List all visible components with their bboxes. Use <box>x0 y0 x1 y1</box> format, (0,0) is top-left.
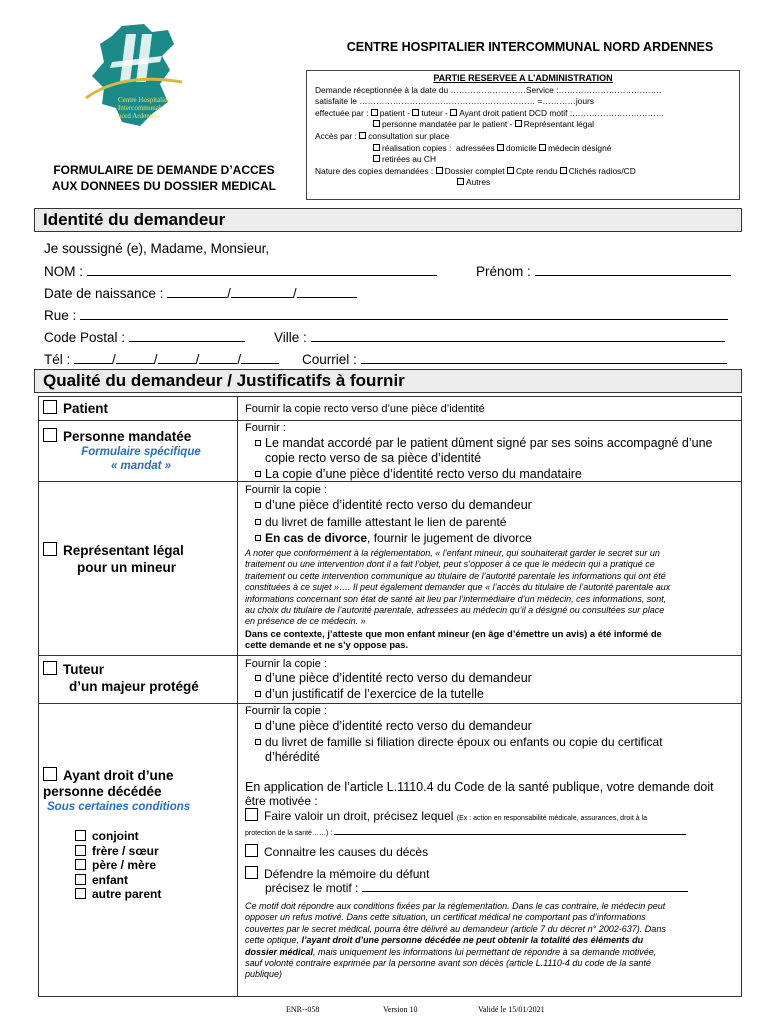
motif-droit-example-2: protection de la santé……) : <box>245 830 333 837</box>
logo-line-1: Centre Hospitalier <box>118 96 170 104</box>
admin-cb-medecin[interactable] <box>539 144 546 151</box>
tuteur-label-2: d’un majeur protégé <box>69 679 199 694</box>
admin-line-9 <box>315 177 739 189</box>
motif-droit-example: (Ex : action en responsabilité médicale, assurances, droit à la <box>456 815 648 822</box>
admin-tuteur: tuteur - <box>421 107 448 118</box>
nom-row <box>44 263 437 280</box>
admin-retirees: retirées au CH <box>382 154 436 165</box>
article-line-1: En application de l’article L.1110.4 du Code de la santé publique, votre demande doit <box>245 780 714 794</box>
minor-bullet-3 <box>255 531 532 545</box>
minor-attest-2: cette demande et ne s’y oppose pas. <box>245 639 409 651</box>
mandataire-sub-2: « mandat » <box>110 460 172 472</box>
birth-label: Date de naissance : <box>44 286 164 301</box>
ville-label: Ville : <box>274 330 307 345</box>
option-conjoint-label: conjoint <box>92 829 139 843</box>
birth-year-input[interactable] <box>297 285 357 298</box>
row-sep-4 <box>39 703 741 704</box>
option-pere-mere[interactable] <box>75 858 161 873</box>
tuteur-option[interactable] <box>43 661 104 677</box>
logo-line-2: Intercommunal <box>118 104 161 112</box>
logo-line-3: nord Ardennes <box>118 112 160 120</box>
admin-cliches: Clichés radios/CD <box>568 165 636 176</box>
admin-cb-dossier[interactable] <box>436 167 443 174</box>
admin-medecin: médecin désigné <box>548 142 612 153</box>
conjoint-checkbox[interactable] <box>75 830 86 841</box>
admin-line-7 <box>315 154 739 166</box>
identity-intro: Je soussigné (e), Madame, Monsieur, <box>44 241 270 256</box>
footnote-3: couvertes par le secret médical, pourra être délivré au demandeur (article 7 du décret n° 2002-637). Dans <box>245 923 666 934</box>
tuteur-bullet-2 <box>255 686 484 702</box>
tuteur-b2: d’un justificatif de l’exercice de la tutelle <box>265 687 484 701</box>
motif-causes[interactable] <box>245 844 428 859</box>
footnote-2: opposer un refus motivé. Dans cette situation, un certificat médical ne comportant pas d’informations <box>245 912 646 923</box>
mandataire-checkbox[interactable] <box>43 428 57 442</box>
admin-title: PARTIE RESERVEE A L’ADMINISTRATION <box>433 73 613 83</box>
minor-note <box>245 548 737 651</box>
bullet-icon <box>255 471 261 477</box>
admin-ayant-droit: Ayant droit patient DCD motif :…………………………… <box>459 107 665 118</box>
pere-mere-checkbox[interactable] <box>75 859 86 870</box>
courriel-input[interactable] <box>361 351 727 364</box>
minor-note-6: au choix du titulaire de l’autorité parentale, adressées au médecin qu’il a désigné ou consultées sur place <box>245 605 665 616</box>
option-autre-parent-label: autre parent <box>92 887 162 901</box>
admin-domicile: domicile <box>506 142 537 153</box>
patient-checkbox[interactable] <box>43 400 57 414</box>
admin-consultation: consultation sur place <box>368 130 450 141</box>
patient-label: Patient <box>63 401 109 416</box>
ayant-droit-footnote <box>245 901 737 981</box>
admin-line-4 <box>315 119 739 131</box>
ayant-droit-bullet-2 <box>255 735 663 749</box>
admin-cb-cpte[interactable] <box>507 167 514 174</box>
bullet-icon <box>255 535 261 541</box>
option-enfant-label: enfant <box>92 872 128 887</box>
bullet-icon <box>255 739 261 745</box>
hospital-name: CENTRE HOSPITALIER INTERCOMMUNAL NORD ARDENNES <box>346 40 714 54</box>
minor-intro: Fournir la copie : <box>245 484 327 496</box>
minor-note-1: A noter que conformément à la réglementation, « l’enfant mineur, qui souhaiterait garder le secret sur un <box>245 548 660 558</box>
admin-cb-cliches[interactable] <box>560 167 567 174</box>
minor-label-2: pour un mineur <box>77 560 176 575</box>
row-sep-3 <box>39 655 741 656</box>
admin-line-2: satisfaite le ……………………………………………………… =…………jours <box>315 96 594 107</box>
admin-cb-tuteur[interactable] <box>412 109 419 116</box>
admin-cb-mandataire[interactable] <box>373 120 380 127</box>
mandataire-option[interactable] <box>43 428 191 444</box>
minor-note-5: informations concernant son état de santé ait lieu par l’intermédiaire d’un médecin, ces informations, sont, <box>245 593 667 604</box>
motif-droit-label: Faire valoir un droit, précisez lequel <box>264 809 454 823</box>
admin-cb-retirees[interactable] <box>373 155 380 162</box>
ayant-droit-b2b: d’hérédité <box>265 750 320 764</box>
admin-line-6 <box>315 143 739 155</box>
bullet-icon <box>255 440 261 446</box>
admin-cb-consultation[interactable] <box>359 132 366 139</box>
footer-version: Version 10 <box>383 1005 418 1014</box>
ayant-droit-option[interactable] <box>43 767 174 783</box>
footer-ref: ENR--058 <box>286 1005 320 1014</box>
hospital-logo <box>82 22 190 132</box>
admin-cb-domicile[interactable] <box>497 144 504 151</box>
option-frere-soeur-label: frère / sœur <box>92 843 159 858</box>
minor-note-7: en présence de ce médecin. » <box>245 616 366 627</box>
ayant-droit-sub: Sous certaines conditions <box>47 801 191 813</box>
minor-note-4: constituées à ce sujet »…. Il peut également demander que « l’accès du titulaire de l’autorité parentale aux <box>245 582 671 593</box>
option-enfant[interactable] <box>75 873 161 888</box>
minor-b3b: , fournir le jugement de divorce <box>367 531 532 545</box>
motif-precisez-row <box>265 881 688 895</box>
admin-cpte: Cpte rendu <box>515 165 558 176</box>
bullet-icon <box>255 723 261 729</box>
motif-memoire[interactable] <box>245 866 429 881</box>
patient-option[interactable] <box>43 400 108 416</box>
motif-droit[interactable] <box>245 808 647 826</box>
autre-parent-checkbox[interactable] <box>75 888 86 899</box>
minor-checkbox[interactable] <box>43 542 57 556</box>
option-autre-parent[interactable] <box>75 887 161 902</box>
ayant-droit-bullet-1 <box>255 718 532 734</box>
prenom-row <box>476 263 731 280</box>
option-pere-mere-label: père / mère <box>92 858 157 872</box>
table-divider <box>237 397 238 996</box>
form-title <box>22 162 306 194</box>
admin-cb-ayant-droit[interactable] <box>450 109 457 116</box>
rue-input[interactable] <box>80 307 728 320</box>
mandataire-b2: La copie d’une pièce d’identité recto verso du mandataire <box>265 467 582 481</box>
mandataire-b1b: copie recto verso de sa pièce d’identité <box>265 451 482 465</box>
tuteur-intro: Fournir la copie : <box>245 658 327 670</box>
prenom-label: Prénom : <box>476 264 531 279</box>
minor-bullet-2 <box>255 515 506 529</box>
option-frere-soeur[interactable] <box>75 844 161 859</box>
admin-representant: Représentant légal <box>523 119 595 130</box>
admin-nature: Nature des copies demandées : <box>315 165 434 176</box>
mandataire-sub-1: Formulaire spécifique <box>81 446 201 458</box>
ayant-droit-intro: Fournir la copie : <box>245 705 327 717</box>
motif-causes-label: Connaitre les causes du décès <box>264 845 429 859</box>
footnote-1: Ce motif doit répondre aux conditions fixées par la réglementation. Dans le cas contraire, le médecin peut <box>245 901 666 911</box>
motif-precisez-input[interactable] <box>362 881 688 892</box>
ayant-droit-checkbox[interactable] <box>43 767 57 781</box>
tuteur-bullet-1 <box>255 670 532 686</box>
option-conjoint[interactable] <box>75 829 161 844</box>
mandataire-intro: Fournir : <box>245 422 286 434</box>
admin-cb-patient[interactable] <box>371 109 378 116</box>
footnote-6: sauf volonté contraire exprimée par la personne avant son décès (article L.1110-4 du code de la santé <box>245 958 651 969</box>
admin-line-8 <box>315 166 739 178</box>
identity-heading: Identité du demandeur <box>34 208 742 232</box>
mandataire-bullet-1 <box>255 435 713 451</box>
motif-precisez-label: précisez le motif : <box>265 881 359 895</box>
tel-input-4[interactable] <box>199 351 237 364</box>
ayant-droit-options <box>75 829 161 902</box>
enfant-checkbox[interactable] <box>75 874 86 885</box>
admin-adressees: adressées <box>456 142 495 153</box>
minor-label-1: Représentant légal <box>63 543 184 558</box>
ayant-droit-label-2: personne décédée <box>43 784 162 799</box>
tel-input-5[interactable] <box>241 351 279 364</box>
admin-cb-autres[interactable] <box>457 178 464 185</box>
nom-input[interactable] <box>87 263 437 276</box>
bullet-icon <box>255 691 261 697</box>
courriel-label: Courriel : <box>302 352 357 367</box>
footnote-7: publique) <box>245 969 283 980</box>
admin-line-3 <box>315 108 739 120</box>
bullet-icon <box>255 675 261 681</box>
footer-valid: Validé le 15/01/2021 <box>478 1005 545 1014</box>
tel-input-2[interactable] <box>116 351 154 364</box>
quality-table <box>38 396 742 997</box>
birth-row: Date de naissance : / / <box>44 285 357 302</box>
motif-droit-input[interactable] <box>334 826 686 835</box>
admin-patient: patient - <box>379 107 410 118</box>
tuteur-b1: d’une pièce d’identité recto verso du demandeur <box>265 671 532 685</box>
form-title-line-1: FORMULAIRE DE DEMANDE D’ACCES <box>53 163 275 177</box>
birth-day-input[interactable] <box>167 285 227 298</box>
patient-text: Fournir la copie recto verso d’une pièce d’identité <box>245 403 485 415</box>
ayant-droit-b2a: du livret de famille si filiation directe époux ou enfants ou copie du certificat <box>265 735 663 749</box>
minor-note-2: traitement ou une intervention dont il a fait l’objet, peut s’opposer à ce que le médecin qui a pratiqué ce <box>245 559 655 570</box>
minor-bullet-1 <box>255 497 532 513</box>
admin-cb-copies[interactable] <box>373 144 380 151</box>
footnote-4b: l’ayant droit d’une personne décédée ne peut obtenir la totalité des éléments du <box>301 935 644 946</box>
motif-memoire-checkbox[interactable] <box>245 866 258 879</box>
admin-effectuee: effectuée par : <box>315 107 369 118</box>
minor-b2: du livret de famille attestant le lien de parenté <box>265 515 507 529</box>
nom-label: NOM : <box>44 264 83 279</box>
tel-label: Tél : <box>44 352 71 367</box>
minor-b3a: En cas de divorce <box>265 531 368 545</box>
prenom-input[interactable] <box>535 263 731 276</box>
rue-row <box>44 307 728 324</box>
admin-cb-representant[interactable] <box>515 120 522 127</box>
motif-memoire-label: Défendre la mémoire du défunt <box>264 867 430 881</box>
cp-label: Code Postal : <box>44 330 126 345</box>
courriel-row <box>302 351 727 368</box>
motif-droit-checkbox[interactable] <box>245 808 258 821</box>
minor-b1: d’une pièce d’identité recto verso du demandeur <box>265 498 532 512</box>
admin-autres: Autres <box>466 177 491 188</box>
frere-soeur-checkbox[interactable] <box>75 845 86 856</box>
tel-row: Tél : / / / / <box>44 351 279 368</box>
mandataire-bullet-2 <box>255 466 582 482</box>
form-title-line-2: AUX DONNEES DU DOSSIER MEDICAL <box>51 179 277 193</box>
admin-line-5 <box>315 131 739 143</box>
admin-acces: Accès par : <box>315 130 357 141</box>
tel-input-1[interactable] <box>74 351 112 364</box>
quality-heading: Qualité du demandeur / Justificatifs à fournir <box>34 369 742 393</box>
minor-option[interactable] <box>43 542 184 558</box>
tuteur-label-1: Tuteur <box>63 662 104 677</box>
minor-attest-1: Dans ce contexte, j’atteste que mon enfant mineur (en âge d’émettre un avis) a été informé de <box>245 627 662 639</box>
admin-mandataire: personne mandatée par le patient - <box>382 119 513 130</box>
footnote-5 <box>245 947 737 958</box>
ayant-droit-label-1: Ayant droit d’une <box>63 768 174 783</box>
cp-input[interactable] <box>129 329 245 342</box>
footnote-4a: cette optique, <box>245 935 302 946</box>
rue-label: Rue : <box>44 308 77 323</box>
mandataire-label: Personne mandatée <box>63 429 192 444</box>
footnote-5a: dossier médical <box>245 946 314 957</box>
footnote-5b: , mais uniquement les informations lui permettant de répondre à sa demande motivée, <box>313 946 657 957</box>
birth-month-input[interactable] <box>231 285 293 298</box>
ville-row <box>274 329 725 346</box>
cp-row <box>44 329 245 346</box>
admin-copies: réalisation copies : <box>382 142 452 153</box>
row-sep-1 <box>39 420 741 421</box>
tel-input-3[interactable] <box>158 351 196 364</box>
bullet-icon <box>255 502 261 508</box>
motif-droit-row-2 <box>245 826 686 837</box>
ayant-droit-b1: d’une pièce d’identité recto verso du demandeur <box>265 719 532 733</box>
admin-line-1: Demande réceptionnée à la date du ………………………Service :………………………………. <box>315 84 662 95</box>
admin-dossier: Dossier complet <box>444 165 505 176</box>
tuteur-checkbox[interactable] <box>43 661 57 675</box>
footnote-4 <box>245 935 737 946</box>
motif-causes-checkbox[interactable] <box>245 844 258 857</box>
ville-input[interactable] <box>311 329 725 342</box>
mandataire-b1a: Le mandat accordé par le patient dûment signé par ses soins accompagné d’une <box>265 436 713 450</box>
minor-note-3: traitement ou cette intervention communique au titulaire de l’autorité parentale les informations qui ont été <box>245 570 666 581</box>
admin-box <box>306 70 740 200</box>
article-line-2: être motivée : <box>245 794 318 808</box>
bullet-icon <box>255 519 261 525</box>
